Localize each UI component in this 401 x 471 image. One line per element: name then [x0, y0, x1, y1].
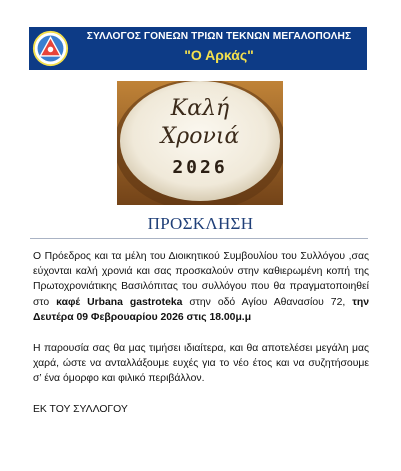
vasilopita-cake-image [117, 81, 283, 205]
cake-text-line1: Καλή [170, 96, 230, 121]
invitation-paragraph [33, 249, 369, 325]
signature: ΕΚ ΤΟΥ ΣΥΛΛΟΓΟΥ [33, 404, 128, 415]
header-banner [29, 27, 367, 70]
page-title: ΠΡΟΣΚΛΗΣΗ [147, 214, 254, 233]
closing-paragraph: Η παρουσία σας θα μας τιμήσει ιδιαίτερα, και θα αποτελέσει μεγάλη μας χαρά, ώστε να ανταλλάξουμε ευχές για το νέο έτος και να συζητήσουμε σ’ ένα όμορφο και φιλικό περιβάλλον. [33, 343, 369, 385]
association-name: ΣΥΛΛΟΓΟΣ ΓΟΝΕΩΝ ΤΡΙΩΝ ΤΕΚΝΩΝ ΜΕΓΑΛΟΠΟΛΗΣ [86, 31, 352, 42]
event-date: την Δευτέρα 09 Φεβρουαρίου 2026 στις 18.00μ.μ [33, 296, 369, 323]
cake-year: 2026 [172, 157, 228, 178]
venue-name: καφέ Urbana gastroteka [56, 296, 183, 308]
invitation-intro: Ο Πρόεδρος και τα μέλη του Διοικητικού Συμβουλίου του Συλλόγου ,σας εύχονται καλή χρονιά και σας προσκαλούν στην καθιερωμένη κοπή της Πρωτοχρονιάτικης Βασιλόπιτας του συλλόγου που θα πραγματοποιηθεί στο [33, 251, 369, 308]
cake-text-line2: Χρονιά [160, 124, 240, 149]
title-divider [30, 238, 368, 239]
association-nickname: "Ο Αρκάς" [184, 47, 254, 63]
venue-address: στην οδό Αγίου Αθανασίου 72, [182, 296, 353, 308]
association-logo-icon [32, 30, 69, 67]
